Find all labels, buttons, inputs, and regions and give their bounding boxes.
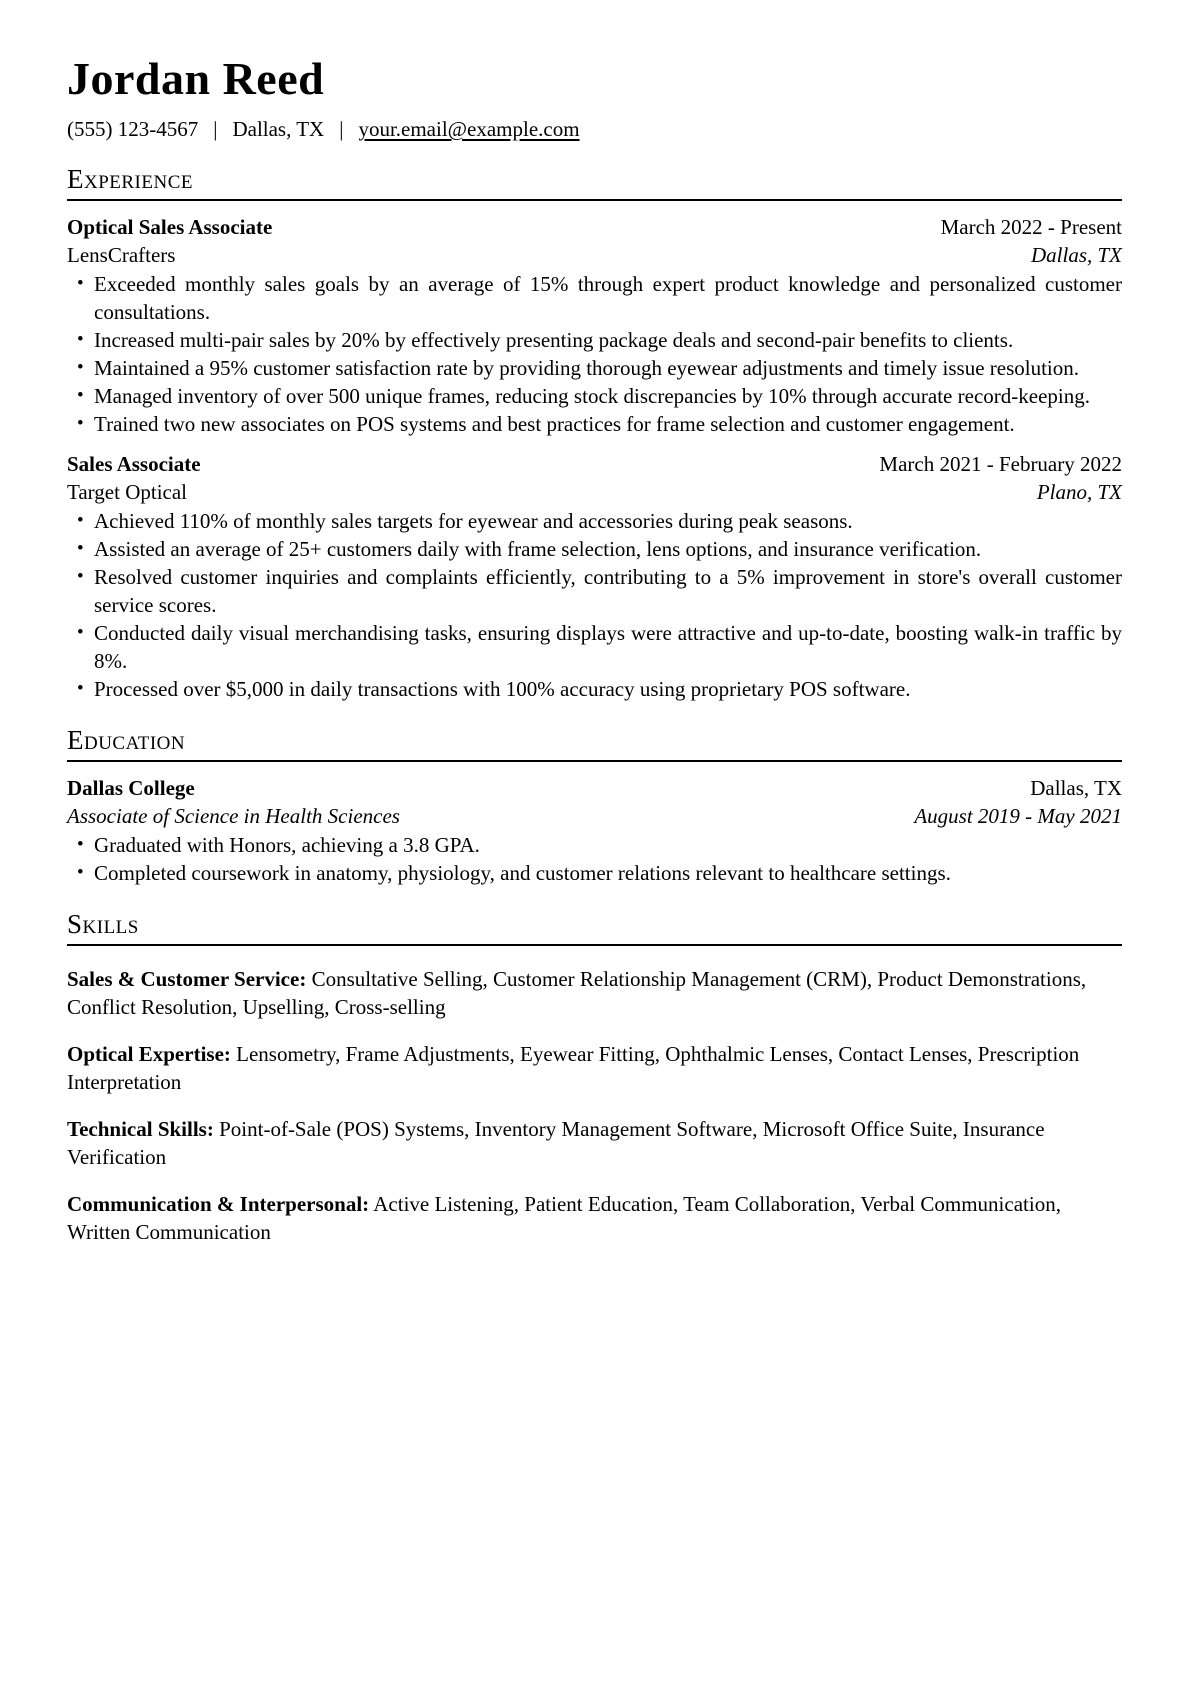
job-company: Target Optical bbox=[67, 480, 188, 504]
candidate-name: Jordan Reed bbox=[67, 53, 325, 104]
job-dates: March 2022 - Present bbox=[940, 215, 1122, 239]
experience-bullet: • Achieved 110% of monthly sales targets for eyewear and accessories during peak seasons. bbox=[67, 507, 1122, 535]
experience-entry-sales-associate bbox=[67, 450, 1122, 703]
experience-bullet: • Maintained a 95% customer satisfaction rate by providing thorough eyewear adjustments and timely issue resolution. bbox=[67, 354, 1122, 382]
email-link[interactable]: your.email@example.com bbox=[358, 117, 580, 141]
skill-group-communication-interpersonal bbox=[67, 1190, 1122, 1246]
education-bullet: • Completed coursework in anatomy, physiology, and customer relations relevant to healthcare settings. bbox=[67, 859, 1122, 887]
job-bullet-list bbox=[67, 270, 1122, 438]
job-company: LensCrafters bbox=[67, 243, 176, 267]
skill-group-items: Active Listening, Patient Education, Team Collaboration, Verbal Communication, Written Communication bbox=[67, 1192, 1061, 1244]
education-bullet-list bbox=[67, 831, 1122, 887]
entry-header bbox=[67, 450, 1122, 478]
job-title: Sales Associate bbox=[67, 452, 201, 476]
experience-bullet: • Exceeded monthly sales goals by an average of 15% through expert product knowledge and personalized customer consultations. bbox=[67, 270, 1122, 326]
skill-group-items: Point-of-Sale (POS) Systems, Inventory Management Software, Microsoft Office Suite, Insurance Verification bbox=[67, 1117, 1045, 1169]
contact-phone: (555) 123-4567 bbox=[67, 117, 199, 141]
contact-separator: | bbox=[339, 117, 344, 141]
experience-bullet: • Conducted daily visual merchandising tasks, ensuring displays were attractive and up-to-date, boosting walk-in traffic by 8%. bbox=[67, 619, 1122, 675]
entry-header bbox=[67, 774, 1122, 802]
entry-subheader bbox=[67, 802, 1122, 830]
entry-subheader bbox=[67, 478, 1122, 506]
skills-section-heading: Skills bbox=[67, 911, 1122, 946]
experience-bullet: • Managed inventory of over 500 unique frames, reducing stock discrepancies by 10% through accurate record-keeping. bbox=[67, 382, 1122, 410]
contact-line bbox=[67, 116, 1122, 142]
skill-group-label: Optical Expertise: bbox=[67, 1042, 231, 1066]
education-bullet: • Graduated with Honors, achieving a 3.8 GPA. bbox=[67, 831, 1122, 859]
entry-subheader bbox=[67, 241, 1122, 269]
degree-name: Associate of Science in Health Sciences bbox=[67, 804, 400, 828]
experience-bullet: • Processed over $5,000 in daily transactions with 100% accuracy using proprietary POS software. bbox=[67, 675, 1122, 703]
contact-separator: | bbox=[213, 117, 218, 141]
experience-bullet: • Assisted an average of 25+ customers daily with frame selection, lens options, and insurance verification. bbox=[67, 535, 1122, 563]
school-location: Dallas, TX bbox=[1030, 776, 1122, 800]
experience-section bbox=[67, 166, 1122, 703]
experience-bullet: • Resolved customer inquiries and complaints efficiently, contributing to a 5% improvement in store's overall customer service scores. bbox=[67, 563, 1122, 619]
school-name: Dallas College bbox=[67, 776, 195, 800]
skill-group-technical-skills bbox=[67, 1115, 1122, 1171]
job-dates: March 2021 - February 2022 bbox=[879, 452, 1122, 476]
skill-group-optical-expertise bbox=[67, 1040, 1122, 1096]
entry-header bbox=[67, 213, 1122, 241]
skill-group-items: Lensometry, Frame Adjustments, Eyewear Fitting, Ophthalmic Lenses, Contact Lenses, Prescription Interpretation bbox=[67, 1042, 1080, 1094]
job-bullet-list bbox=[67, 507, 1122, 703]
job-title: Optical Sales Associate bbox=[67, 215, 273, 239]
skill-group-items: Consultative Selling, Customer Relationship Management (CRM), Product Demonstrations, Conflict Resolution, Upselling, Cross-selling bbox=[67, 967, 1087, 1019]
skill-group-label: Sales & Customer Service: bbox=[67, 967, 307, 991]
education-section bbox=[67, 727, 1122, 887]
education-section-heading: Education bbox=[67, 727, 1122, 762]
skill-group-sales-customer-service bbox=[67, 965, 1122, 1021]
job-location: Plano, TX bbox=[1036, 480, 1122, 504]
skill-group-label: Communication & Interpersonal: bbox=[67, 1192, 370, 1216]
experience-bullet: • Trained two new associates on POS systems and best practices for frame selection and customer engagement. bbox=[67, 410, 1122, 438]
experience-section-heading: Experience bbox=[67, 166, 1122, 201]
contact-location: Dallas, TX bbox=[232, 117, 325, 141]
skill-group-label: Technical Skills: bbox=[67, 1117, 214, 1141]
experience-entry-optical-sales-associate bbox=[67, 213, 1122, 438]
education-dates: August 2019 - May 2021 bbox=[914, 804, 1122, 828]
experience-bullet: • Increased multi-pair sales by 20% by effectively presenting package deals and second-pair benefits to clients. bbox=[67, 326, 1122, 354]
skills-section bbox=[67, 911, 1122, 1246]
job-location: Dallas, TX bbox=[1030, 243, 1122, 267]
education-entry bbox=[67, 774, 1122, 887]
